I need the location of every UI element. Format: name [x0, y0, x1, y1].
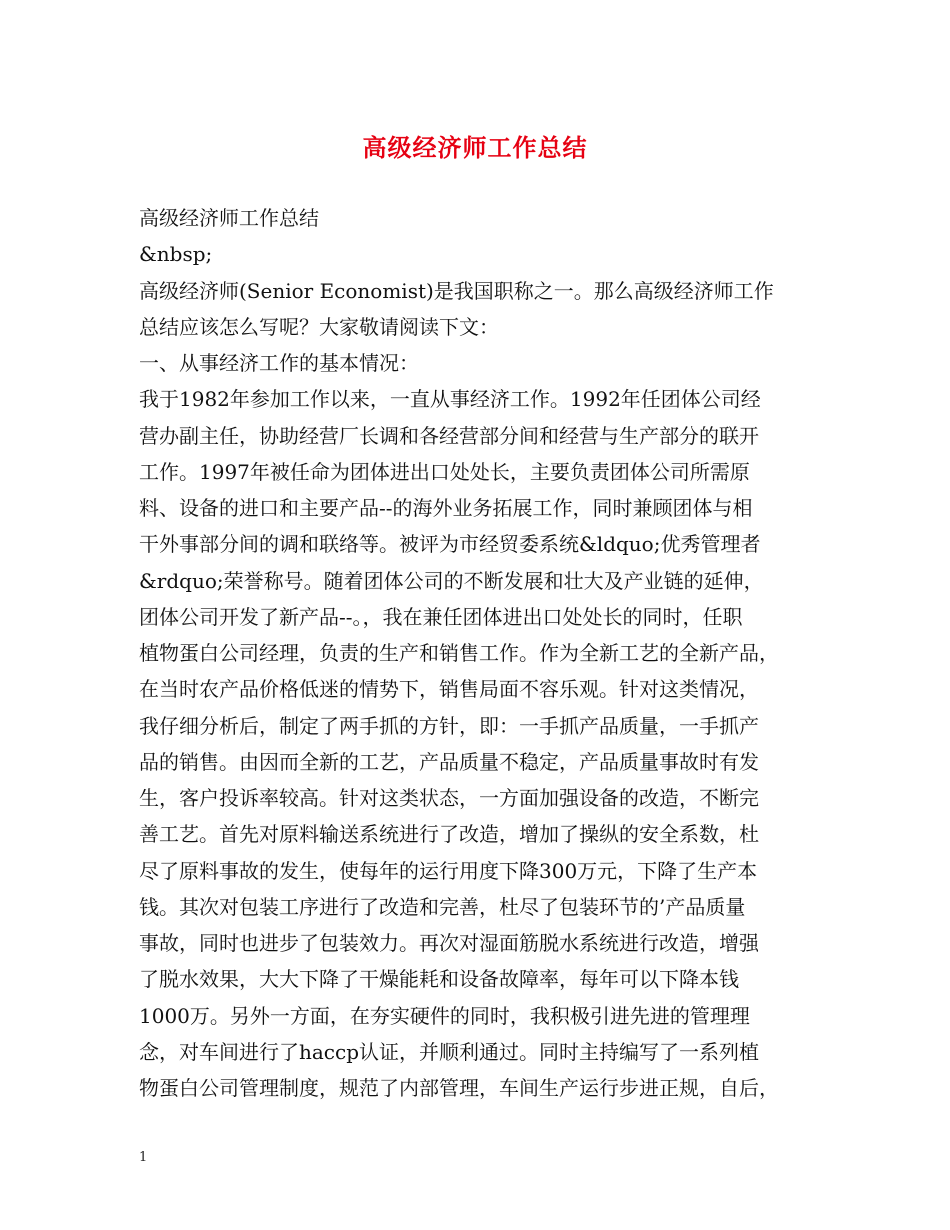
body-line: 团体公司开发了新产品--。，我在兼任团体进出口处处长的同时，任职 [139, 604, 743, 629]
body-line: 高级经济师(Senior Economist)是我国职称之一。那么高级经济师工作 [139, 278, 774, 303]
section-heading: 一、从事经济工作的基本情况： [139, 351, 419, 375]
body-line: 了脱水效果，大大下降了干燥能耗和设备故障率，每年可以下降本钱 [139, 967, 739, 992]
body-line: 营办副主任，协助经营厂长调和各经营部分间和经营与生产部分的联开 [139, 423, 759, 448]
document-title: 高级经济师工作总结 [362, 133, 588, 162]
body-line: &rdquo;荣誉称号。随着团体公司的不断发展和壮大及产业链的延伸， [139, 568, 764, 593]
body-line: 物蛋白公司管理制度，规范了内部管理，车间生产运行步进正规，自后， [139, 1076, 779, 1100]
document-body [139, 200, 829, 1106]
body-line: 品的销售。由因而全新的工艺，产品质量不稳定，产品质量事故时有发 [139, 749, 759, 774]
body-line: 在当时农产品价格低迷的情势下，销售局面不容乐观。针对这类情况， [139, 677, 759, 702]
body-line: 钱。其次对包装工序进行了改造和完善，杜尽了包装环节的’产品质量 [139, 894, 746, 919]
body-line: 事故，同时也进步了包装效力。再次对湿面筋脱水系统进行改造，增强 [139, 931, 759, 955]
body-line: 总结应该怎么写呢？大家敬请阅读下文： [139, 314, 499, 339]
body-line: 干外事部分间的调和联络等。被评为市经贸委系统&ldquo;优秀管理者 [139, 532, 761, 557]
body-line: 我仔细分析后，制定了两手抓的方针，即：一手抓产品质量，一手抓产 [139, 713, 759, 738]
page-number: 1 [139, 1150, 148, 1165]
body-line: 生，客户投诉率较高。针对这类状态，一方面加强设备的改造，不断完 [139, 786, 759, 810]
body-line: 1000万。另外一方面，在夯实硬件的同时，我积极引进先进的管理理 [139, 1003, 750, 1028]
body-line: 高级经济师工作总结 [139, 206, 319, 230]
body-line: 植物蛋白公司经理，负责的生产和销售工作。作为全新工艺的全新产品， [139, 641, 779, 665]
body-line: 念，对车间进行了haccp认证，并顺利通过。同时主持编写了一系列植 [139, 1039, 760, 1064]
body-line: 尽了原料事故的发生，使每年的运行用度下降300万元，下降了生产本 [139, 858, 758, 883]
body-line: 善工艺。首先对原料输送系统进行了改造，增加了操纵的安全系数，杜 [139, 822, 759, 847]
body-line: &nbsp; [139, 242, 213, 267]
body-line: 料、设备的进口和主要产品--的海外业务拓展工作，同时兼顾团体与相 [139, 496, 753, 520]
body-line: 我于1982年参加工作以来，一直从事经济工作。1992年任团体公司经 [139, 387, 761, 412]
body-line: 工作。1997年被任命为团体进出口处处长，主要负责团体公司所需原 [139, 459, 750, 484]
